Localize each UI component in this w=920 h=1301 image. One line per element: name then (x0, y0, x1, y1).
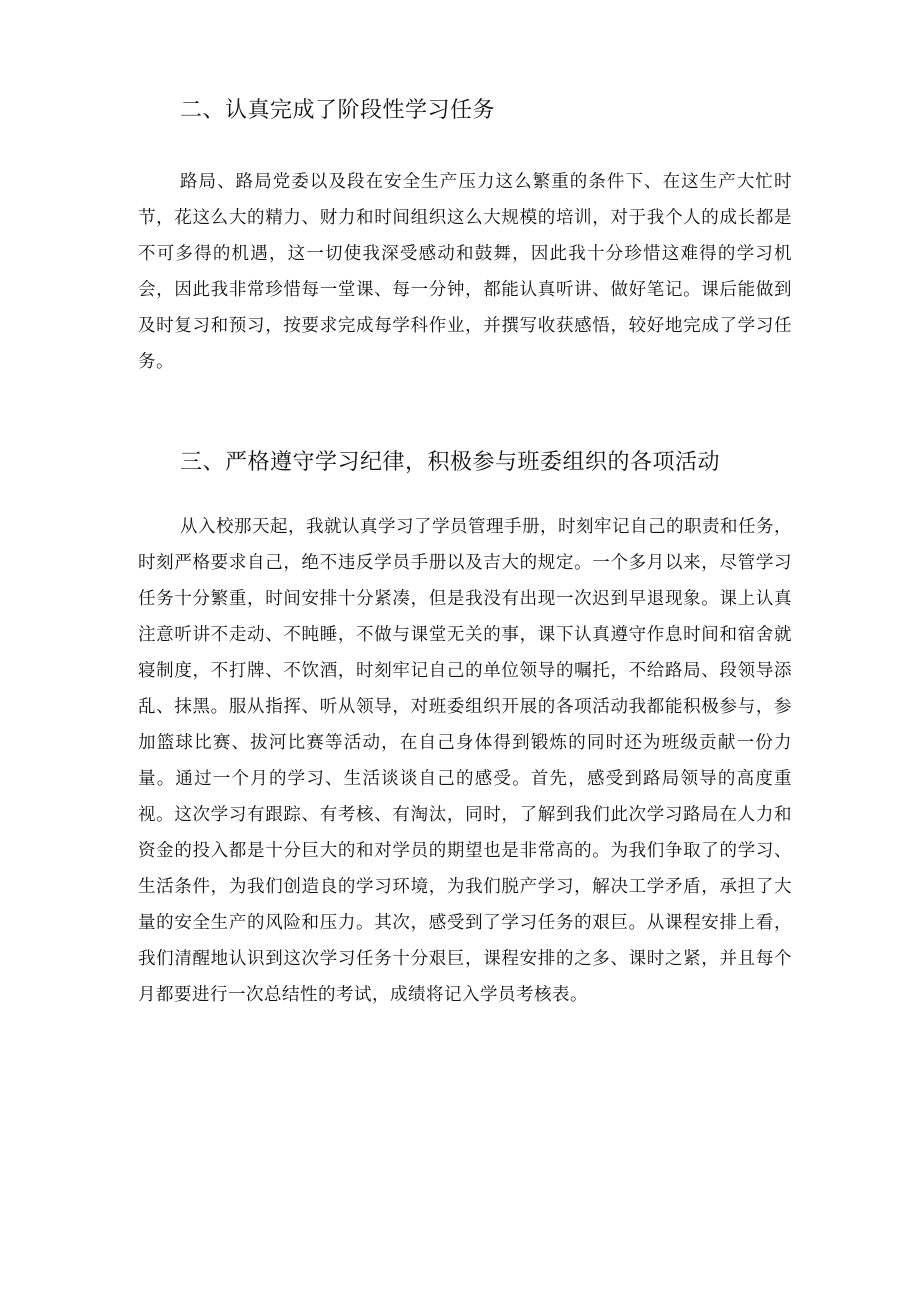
section-paragraph-3: 从入校那天起，我就认真学习了学员管理手册，时刻牢记自己的职责和任务，时刻严格要求自己，绝不违反学员手册以及吉大的规定。一个多月以来，尽管学习任务十分繁重，时间安排十分紧凑，但是我没有出现一次迟到早退现象。课上认真注意听讲不走动、不盹睡，不做与课堂无关的事，课下认真遵守作息时间和宿舍就寝制度，不打牌、不饮酒，时刻牢记自己的单位领导的嘱托，不给路局、段领导添乱、抹黑。服从指挥、听从领导，对班委组织开展的各项活动我都能积极参与，参加篮球比赛、拔河比赛等活动，在自己身体得到锻炼的同时还为班级贡献一份力量。通过一个月的学习、生活谈谈自己的感受。首先，感受到路局领导的高度重视。这次学习有跟踪、有考核、有淘汰，同时，了解到我们此次学习路局在人力和资金的投入都是十分巨大的和对学员的期望也是非常高的。为我们争取了的学习、生活条件，为我们创造良的学习环境，为我们脱产学习，解决工学矛盾，承担了大量的安全生产的风险和压力。其次，感受到了学习任务的艰巨。从课程安排上看，我们清醒地认识到这次学习任务十分艰巨，课程安排的之多、课时之紧，并且每个月都要进行一次总结性的考试，成绩将记入学员考核表。 (138, 517, 792, 1005)
section-heading-3: 三、严格遵守学习纪律，积极参与班委组织的各项活动 (180, 450, 721, 475)
section-paragraph-2: 路局、路局党委以及段在安全生产压力这么繁重的条件下、在这生产大忙时节，花这么大的精力、财力和时间组织这么大规模的培训，对于我个人的成长都是不可多得的机遇，这一切使我深受感动和鼓舞，因此我十分珍惜这难得的学习机会，因此我非常珍惜每一堂课、每一分钟，都能认真听讲、做好笔记。课后能做到及时复习和预习，按要求完成每学科作业，并撰写收获感悟，较好地完成了学习任务。 (138, 172, 792, 372)
section-heading-2: 二、认真完成了阶段性学习任务 (180, 98, 496, 123)
